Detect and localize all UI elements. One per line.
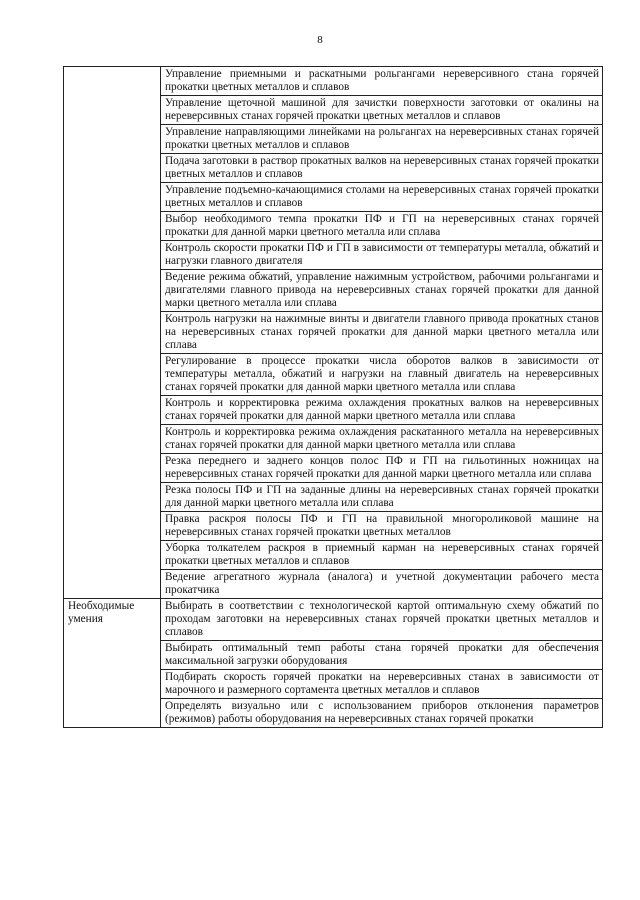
table-cell-text: Управление подъемно-качающимися столами на нереверсивных станах горячей прокатки цветных металлов и сплавов [161,183,603,212]
document-table-body [64,67,603,728]
table-cell-text: Резка переднего и заднего концов полос ПФ и ГП на гильотинных ножницах на нереверсивных станах горячей прокатки для данной марки цветного металла или сплава [161,454,603,483]
table-cell-text: Подбирать скорость горячей прокатки на нереверсивных станах в зависимости от марочного и размерного сортамента цветных металлов и сплавов [161,670,603,699]
table-row [64,67,603,96]
table-cell-text: Управление щеточной машиной для зачистки поверхности заготовки от окалины на нереверсивных станах горячей прокатки цветных металлов и сплавов [161,96,603,125]
table-cell-text: Контроль нагрузки на нажимные винты и двигатели главного привода прокатных станов на нереверсивных станах горячей прокатки для данной марки цветного металла или сплава [161,312,603,354]
document-table [63,66,603,728]
table-cell-text: Выбирать оптимальный темп работы стана горячей прокатки для обеспечения максимальной загрузки оборудования [161,641,603,670]
table-cell-text: Подача заготовки в раствор прокатных валков на нереверсивных станах горячей прокатки цветных металлов и сплавов [161,154,603,183]
table-cell-text: Ведение режима обжатий, управление нажимным устройством, рабочими рольгангами и двигателями главного привода на нереверсивных станах горячей прокатки для данной марки цветного металла или сплава [161,270,603,312]
page-number: 8 [317,34,323,46]
section-label: Необходимые умения [64,599,161,728]
table-cell-text: Резка полосы ПФ и ГП на заданные длины на нереверсивных станах горячей прокатки для данной марки цветного металла или сплава [161,483,603,512]
table-cell-text: Регулирование в процессе прокатки числа оборотов валков в зависимости от температуры металла, обжатий и нагрузки на главный двигатель на нереверсивных станах горячей прокатки для данной марки цветного металла или сплава [161,354,603,396]
table-cell-text: Выбирать в соответствии с технологической картой оптимальную схему обжатий по проходам заготовки на нереверсивных станах горячей прокатки цветных металлов и сплавов [161,599,603,641]
table-cell-text: Выбор необходимого темпа прокатки ПФ и ГП на нереверсивных станах горячей прокатки для данной марки цветного металла или сплава [161,212,603,241]
table-cell-text: Правка раскроя полосы ПФ и ГП на правильной многороликовой машине на нереверсивных станах горячей прокатки цветных металлов [161,512,603,541]
table-row [64,599,603,641]
table-cell-text: Управление направляющими линейками на рольгангах на нереверсивных станах горячей прокатки цветных металлов и сплавов [161,125,603,154]
table-cell-text: Контроль скорости прокатки ПФ и ГП в зависимости от температуры металла, обжатий и нагрузки главного двигателя [161,241,603,270]
table-cell-text: Ведение агрегатного журнала (аналога) и учетной документации рабочего места прокатчика [161,570,603,599]
table-cell-text: Контроль и корректировка режима охлаждения прокатных валков на нереверсивных станах горячей прокатки для данной марки цветного металла или сплава [161,396,603,425]
table-cell-text: Управление приемными и раскатными рольгангами нереверсивного стана горячей прокатки цветных металлов и сплавов [161,67,603,96]
table-cell-text: Уборка толкателем раскроя в приемный карман на нереверсивных станах горячей прокатки цветных металлов и сплавов [161,541,603,570]
section-label [64,67,161,599]
table-cell-text: Определять визуально или с использованием приборов отклонения параметров (режимов) работы оборудования на нереверсивных станах горячей прокатки [161,699,603,728]
table-cell-text: Контроль и корректировка режима охлаждения раскатанного металла на нереверсивных станах горячей прокатки для данной марки цветного металла или сплава [161,425,603,454]
